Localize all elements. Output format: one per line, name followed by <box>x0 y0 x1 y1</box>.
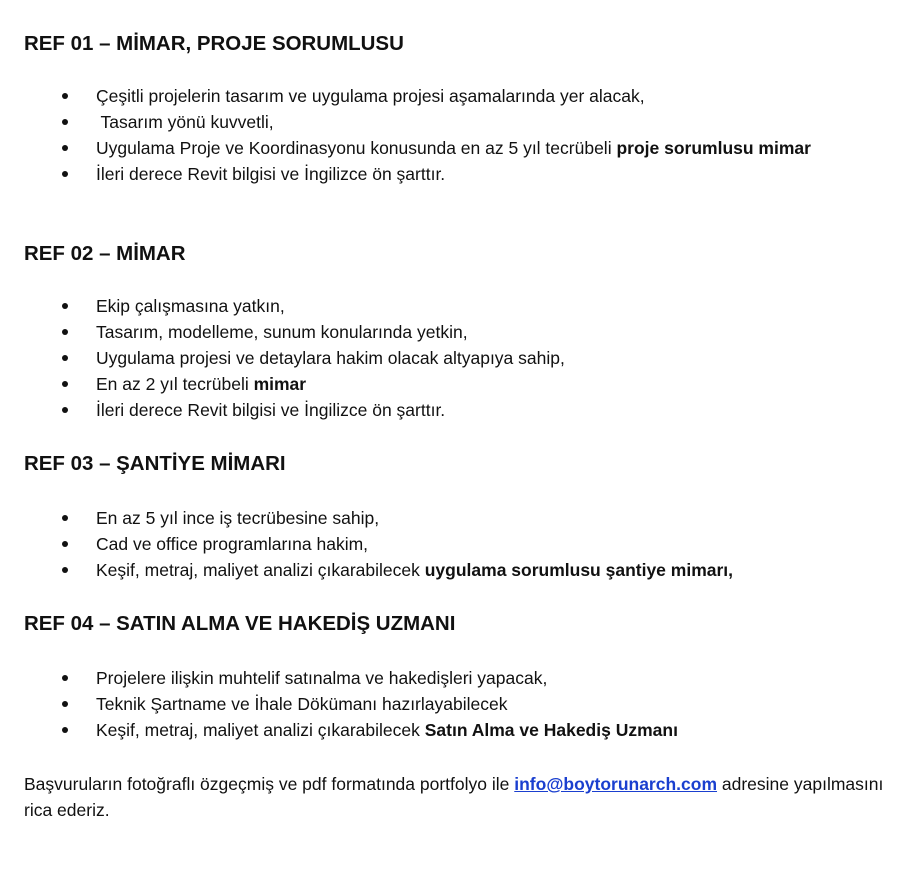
bold-term: proje sorumlusu mimar <box>616 138 811 158</box>
list-item: Uygulama projesi ve detaylara hakim olacak altyapıya sahip, <box>24 345 884 371</box>
bold-term: Satın Alma ve Hakediş Uzmanı <box>424 720 678 740</box>
ref-02-list <box>24 293 884 423</box>
ref-03-heading: REF 03 – ŞANTİYE MİMARI <box>24 452 286 475</box>
list-item: Ekip çalışmasına yatkın, <box>24 293 884 319</box>
application-note <box>24 771 889 823</box>
list-item: Keşif, metraj, maliyet analizi çıkarabilecek uygulama sorumlusu şantiye mimarı, <box>24 557 884 583</box>
email-link[interactable]: info@boytorunarch.com <box>514 774 718 794</box>
ref-01-list <box>24 83 884 187</box>
list-item: Tasarım yönü kuvvetli, <box>24 109 884 135</box>
closing-text-before: Başvuruların fotoğraflı özgeçmiş ve pdf formatında portfolyo ile <box>24 774 515 794</box>
list-item: En az 5 yıl ince iş tecrübesine sahip, <box>24 505 884 531</box>
ref-04-list <box>24 665 884 743</box>
list-item: Uygulama Proje ve Koordinasyonu konusunda en az 5 yıl tecrübeli proje sorumlusu mimar <box>24 135 884 161</box>
ref-03-list <box>24 505 884 583</box>
list-item: Keşif, metraj, maliyet analizi çıkarabilecek Satın Alma ve Hakediş Uzmanı <box>24 717 884 743</box>
closing-text-after: adresine yapılmasını rica ederiz. <box>24 774 889 820</box>
list-item: Projelere ilişkin muhtelif satınalma ve hakedişleri yapacak, <box>24 665 884 691</box>
ref-04-heading: REF 04 – SATIN ALMA VE HAKEDİŞ UZMANI <box>24 612 456 635</box>
list-item: Cad ve office programlarına hakim, <box>24 531 884 557</box>
list-item: İleri derece Revit bilgisi ve İngilizce ön şarttır. <box>24 161 884 187</box>
ref-02-heading: REF 02 – MİMAR <box>24 242 186 265</box>
bold-term: uygulama sorumlusu şantiye mimarı, <box>424 560 734 580</box>
list-item: Tasarım, modelleme, sunum konularında yetkin, <box>24 319 884 345</box>
bold-term: mimar <box>253 374 307 394</box>
list-item: Teknik Şartname ve İhale Dökümanı hazırlayabilecek <box>24 691 884 717</box>
list-item: İleri derece Revit bilgisi ve İngilizce ön şarttır. <box>24 397 884 423</box>
ref-01-heading: REF 01 – MİMAR, PROJE SORUMLUSU <box>24 32 404 55</box>
list-item: Çeşitli projelerin tasarım ve uygulama projesi aşamalarında yer alacak, <box>24 83 884 109</box>
list-item: En az 2 yıl tecrübeli mimar <box>24 371 884 397</box>
document-body <box>24 31 889 823</box>
